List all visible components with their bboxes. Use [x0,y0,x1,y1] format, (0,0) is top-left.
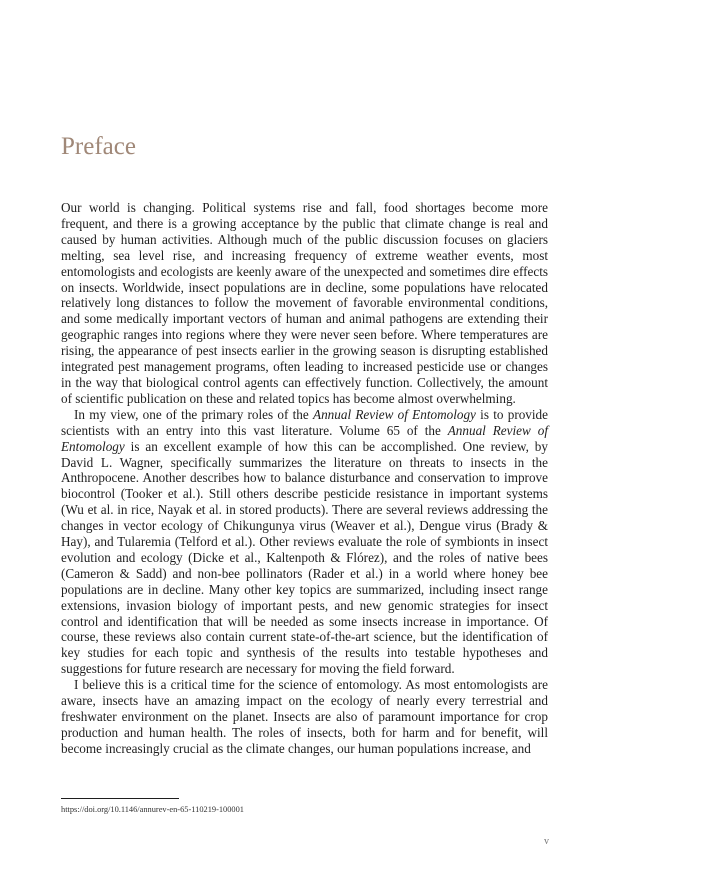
footnote-rule [61,798,179,799]
journal-title-italic: Annual Review of Entomology [61,422,548,454]
paragraph-1 [61,200,548,407]
page-number: v [544,836,549,847]
paragraph-3 [61,677,548,757]
paragraph-text: I believe this is a critical time for the science of entomology. As most entomologists are aware, insects have an amazing impact on the ecology of nearly every terrestrial and freshwater environment on the planet. Insects are also of paramount importance for crop production and human health. The roles of insects, both for harm and for benefit, will become increasingly crucial as the climate changes, our human populations increase, and [61,677,548,756]
preface-body [61,200,548,757]
paragraph-text: Our world is changing. Political systems rise and fall, food shortages become more frequent, and there is a growing acceptance by the public that climate change is real and caused by human activities. Although much of the public discussion focuses on glaciers melting, sea level rise, and increasing frequency of extreme weather events, most entomologists and ecologists are keenly aware of the unexpected and sometimes dire effects on insects. Worldwide, insect populations are in decline, some populations have relocated relatively long distances to follow the movement of favorable environmental conditions, and some medically important vectors of human and animal pathogens are extending their geographic ranges into regions where they were never seen before. Where temperatures are rising, the appearance of pest insects earlier in the growing season is disrupting established integrated pest management programs, often leading to increased pesticide use or changes in the way that biological control agents can effectively function. Collectively, the amount of scientific publication on these and related topics has become almost overwhelming. [61,200,548,406]
paragraph-2 [61,407,548,677]
paragraph-text: is to provide scientists with an entry into this vast literature. Volume 65 of the [61,406,549,438]
paragraph-text: In my view, one of the primary roles of the [74,406,314,422]
paragraph-text: is an excellent example of how this can be accomplished. One review, by David L. Wagner, specifically summarizes the literature on threats to insects in the Anthropocene. Another describes how to balance disturbance and conservation to improve biocontrol (Tooker et al.). Still others describe pesticide resistance in important systems (Wu et al. in rice, Nayak et al. in stored products). There are several reviews addressing the changes in vector ecology of Chikungunya virus (Weaver et al.), Dengue virus (Brady & Hay), and Tularemia (Telford et al.). Other reviews evaluate the role of symbionts in insect evolution and ecology (Dicke et al., Kaltenpoth & Flórez), and the roles of native bees (Cameron & Sadd) and non-bee pollinators (Rader et al.) in a world where honey bee populations are in decline. Many other key topics are summarized, including insect range extensions, invasion biology of important pests, and new genomic strategies for insect control and identification that will be needed as some insects increase in importance. Of course, these reviews also contain current state-of-the-art science, but the identification of key studies for each topic and synthesis of the results into testable hypotheses and suggestions for future research are necessary for moving the field forward. [61,438,548,677]
page-title: Preface [61,133,136,160]
doi-footnote: https://doi.org/10.1146/annurev-en-65-110219-100001 [61,805,244,814]
journal-title-italic: Annual Review of Entomology [313,406,476,422]
